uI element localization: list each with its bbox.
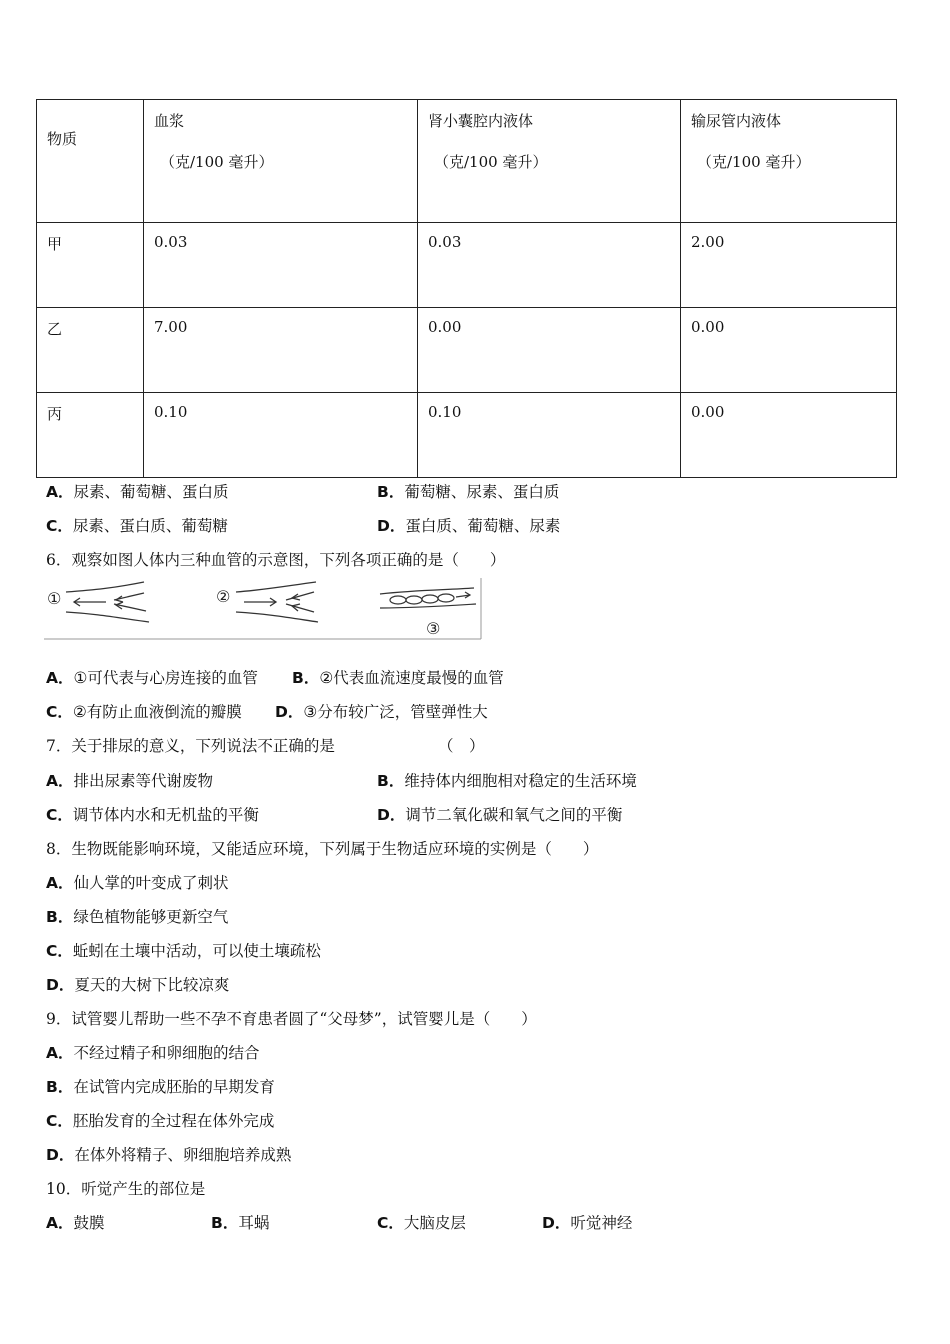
q5-option-d[interactable]: D．蛋白质、葡萄糖、尿素 [377, 517, 561, 535]
table-row [37, 223, 897, 308]
header-capsule-fluid: 肾小囊腔内液体 （克/100 毫升） [418, 100, 681, 223]
fig-label-1: ① [47, 589, 62, 608]
header-substance: 物质 [37, 100, 144, 223]
q9-option-c[interactable]: C．胚胎发育的全过程在体外完成 [46, 1112, 275, 1130]
q7-stem: 7．关于排尿的意义，下列说法不正确的是 [46, 737, 335, 755]
header-plasma: 血浆 （克/100 毫升） [144, 100, 418, 223]
q9-option-d[interactable]: D．在体外将精子、卵细胞培养成熟 [46, 1146, 292, 1164]
q5-option-c[interactable]: C．尿素、蛋白质、葡萄糖 [46, 517, 228, 535]
q9-option-a[interactable]: A．不经过精子和卵细胞的结合 [46, 1044, 260, 1062]
cell-plasma: 0.10 [144, 393, 418, 478]
q10-option-b[interactable]: B．耳蜗 [211, 1214, 270, 1232]
cell-ureter: 0.00 [681, 308, 897, 393]
vessel-1-icon [66, 582, 149, 622]
vessel-3-icon [380, 588, 476, 608]
q10-option-d[interactable]: D．听觉神经 [542, 1214, 633, 1232]
row-name: 甲 [37, 223, 144, 308]
cell-capsule: 0.00 [418, 308, 681, 393]
vessel-2-icon [236, 582, 318, 622]
fig-label-3: ③ [426, 619, 441, 638]
q6-option-d[interactable]: D．③分布较广泛，管壁弹性大 [275, 703, 488, 721]
q8-stem: 8．生物既能影响环境，又能适应环境，下列属于生物适应环境的实例是（ ） [46, 840, 599, 858]
q8-option-a[interactable]: A．仙人掌的叶变成了刺状 [46, 874, 229, 892]
fig-label-2: ② [216, 587, 231, 606]
cell-plasma: 0.03 [144, 223, 418, 308]
q5-option-b[interactable]: B．葡萄糖、尿素、蛋白质 [377, 483, 560, 501]
q6-option-a[interactable]: A．①可代表与心房连接的血管 [46, 669, 258, 687]
cell-plasma: 7.00 [144, 308, 418, 393]
data-table [36, 99, 897, 478]
q10-option-a[interactable]: A．鼓膜 [46, 1214, 105, 1232]
q9-stem: 9．试管婴儿帮助一些不孕不育患者圆了“父母梦”，试管婴儿是（ ） [46, 1010, 537, 1028]
q9-option-b[interactable]: B．在试管内完成胚胎的早期发育 [46, 1078, 275, 1096]
blood-vessel-figure [44, 578, 482, 640]
q8-option-b[interactable]: B．绿色植物能够更新空气 [46, 908, 229, 926]
table-header-row [37, 100, 897, 223]
q7-option-a[interactable]: A．排出尿素等代谢废物 [46, 772, 214, 790]
q6-stem: 6．观察如图人体内三种血管的示意图，下列各项正确的是（ ） [46, 551, 506, 569]
q7-option-c[interactable]: C．调节体内水和无机盐的平衡 [46, 806, 259, 824]
cell-ureter: 2.00 [681, 223, 897, 308]
q8-option-d[interactable]: D．夏天的大树下比较凉爽 [46, 976, 230, 994]
cell-ureter: 0.00 [681, 393, 897, 478]
cell-capsule: 0.03 [418, 223, 681, 308]
q7-option-d[interactable]: D．调节二氧化碳和氧气之间的平衡 [377, 806, 623, 824]
q5-option-a[interactable]: A．尿素、葡萄糖、蛋白质 [46, 483, 229, 501]
row-name: 乙 [37, 308, 144, 393]
row-name: 丙 [37, 393, 144, 478]
q6-option-c[interactable]: C．②有防止血液倒流的瓣膜 [46, 703, 242, 721]
q10-stem: 10．听觉产生的部位是 [46, 1180, 206, 1198]
q6-option-b[interactable]: B．②代表血流速度最慢的血管 [292, 669, 504, 687]
table-row [37, 308, 897, 393]
q7-option-b[interactable]: B．维持体内细胞相对稳定的生活环境 [377, 772, 637, 790]
q8-option-c[interactable]: C．蚯蚓在土壤中活动，可以使土壤疏松 [46, 942, 321, 960]
cell-capsule: 0.10 [418, 393, 681, 478]
q10-option-c[interactable]: C．大脑皮层 [377, 1214, 466, 1232]
table-row [37, 393, 897, 478]
header-ureter-fluid: 输尿管内液体 （克/100 毫升） [681, 100, 897, 223]
q7-paren: （ ） [438, 737, 485, 755]
